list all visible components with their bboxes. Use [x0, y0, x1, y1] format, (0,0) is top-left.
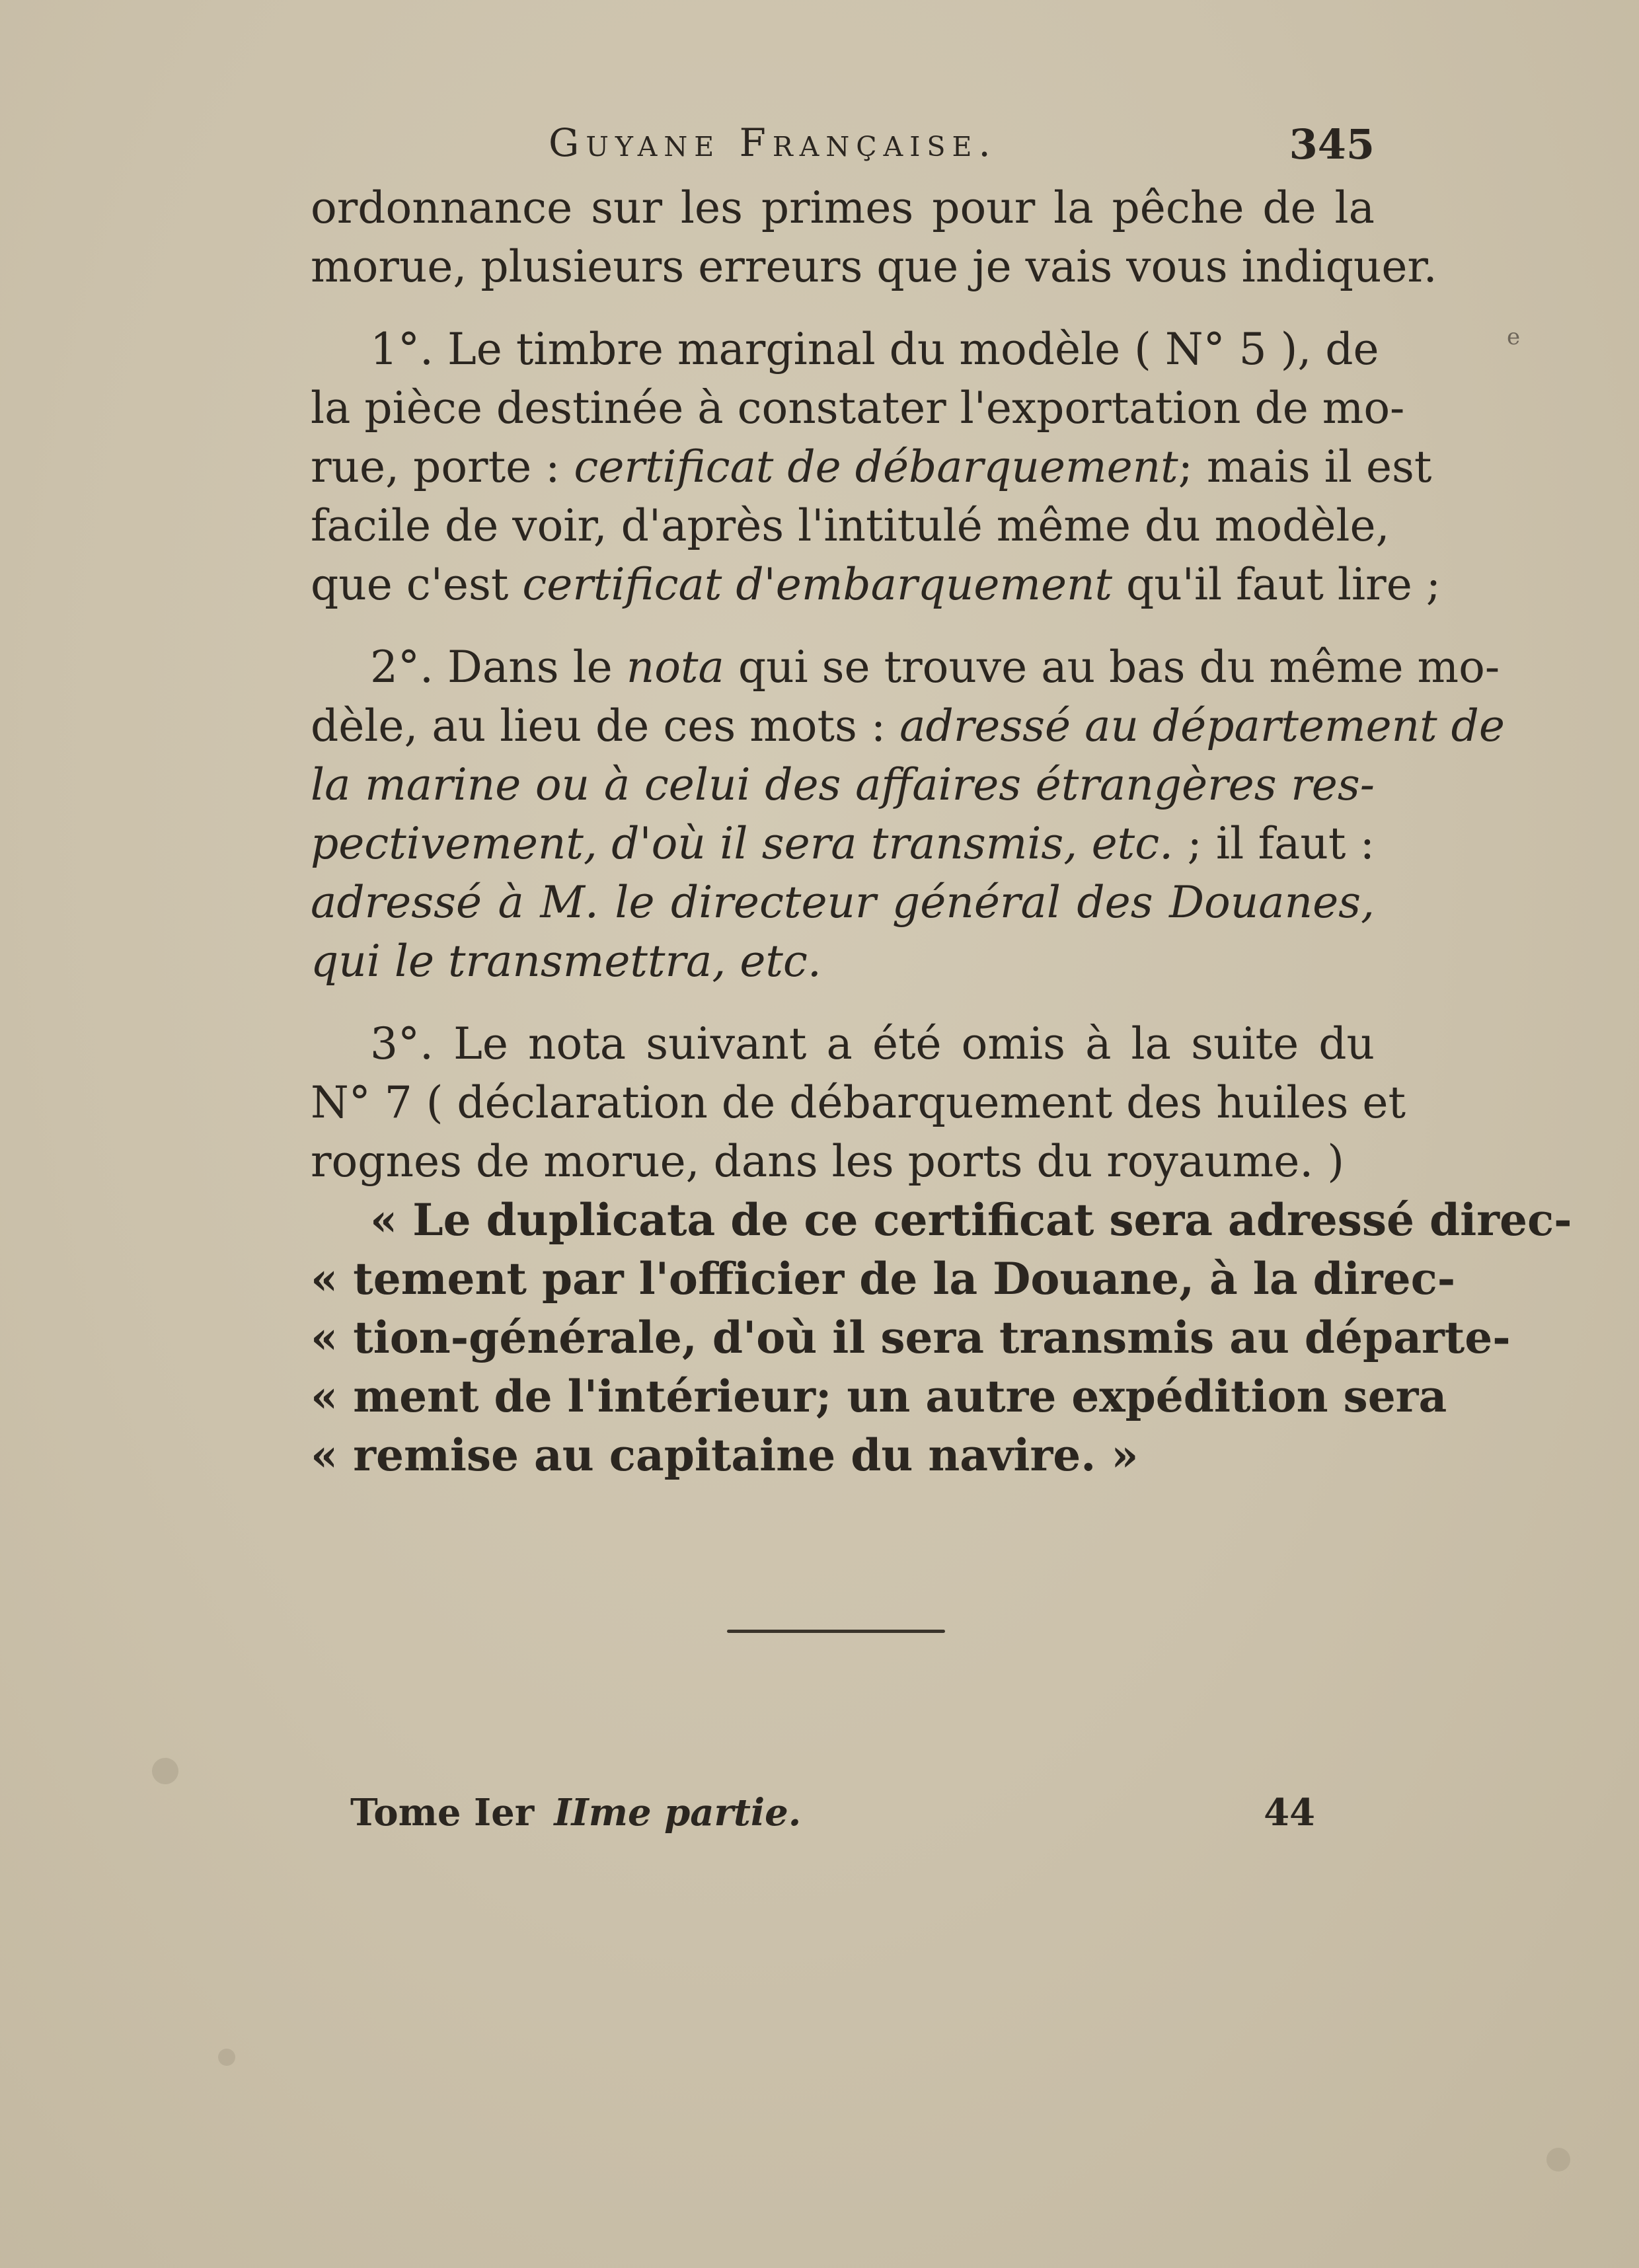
signature-mark	[350, 1791, 801, 1834]
text-line: rognes de morue, dans les ports du royaume. )	[311, 1136, 1345, 1187]
margin-marks: e	[1507, 324, 1521, 350]
text-line: 1°. Le timbre marginal du modèle ( N° 5 ), de	[370, 324, 1379, 375]
text-span: ; mais il est	[1178, 441, 1432, 492]
section-rule	[727, 1630, 945, 1633]
page-number: 345	[1289, 120, 1375, 169]
stain	[152, 1758, 178, 1784]
text-span: 2°. Dans le	[370, 642, 627, 693]
quote-line: « tement par l'officier de la Douane, à la direc-	[311, 1253, 1456, 1304]
quote-line: « remise au capitaine du navire. »	[311, 1429, 1139, 1481]
volume-label: Tome Ier	[350, 1791, 535, 1834]
stain	[1546, 2148, 1570, 2172]
running-header	[311, 120, 1375, 173]
footer	[350, 1791, 1315, 1844]
text-span: rue, porte :	[311, 441, 574, 492]
text-line	[311, 697, 1505, 755]
text-line: facile de voir, d'après l'intitulé même du modèle,	[311, 500, 1390, 551]
text-line	[311, 437, 1432, 496]
quote-line: « tion-générale, d'où il sera transmis au départe-	[311, 1312, 1511, 1363]
text-line: ordonnance sur les primes pour la pêche de la	[311, 182, 1375, 233]
italic-span: adressé à M. le directeur général des Douanes,	[311, 877, 1375, 928]
gathering-number: 44	[1264, 1791, 1315, 1834]
text-line	[311, 932, 1375, 991]
text-span: dèle, au lieu de ces mots :	[311, 700, 900, 751]
running-title: Guyane Française.	[549, 120, 997, 165]
text-line: la pièce destinée à constater l'exportation de mo-	[311, 383, 1405, 434]
italic-span: qui le transmettra, etc.	[311, 936, 821, 987]
italic-span: pectivement, d'où il sera transmis, etc.	[311, 818, 1174, 869]
quote-line: « Le duplicata de ce certificat sera adressé direc-	[370, 1194, 1572, 1246]
text-line: N° 7 ( déclaration de débarquement des huiles et	[311, 1077, 1406, 1128]
italic-span: certificat de débarquement	[574, 441, 1178, 492]
italic-span: la marine ou à celui des affaires étrangères res-	[311, 759, 1375, 810]
text-line	[311, 814, 1375, 873]
italic-span: adressé au département de	[899, 700, 1505, 751]
italic-span: nota	[626, 642, 724, 693]
stain	[218, 2049, 235, 2066]
text-span: ; il faut :	[1173, 818, 1375, 869]
text-line	[311, 755, 1375, 814]
text-span: qui se trouve au bas du même mo-	[724, 642, 1500, 693]
part-label: IIme partie.	[554, 1791, 802, 1834]
quote-line: « ment de l'intérieur; un autre expédition sera	[311, 1371, 1447, 1422]
text-line	[311, 638, 1500, 697]
text-line: morue, plusieurs erreurs que je vais vous indiquer.	[311, 241, 1437, 292]
italic-span: certificat d'embarquement	[522, 559, 1113, 610]
body-text	[311, 178, 1572, 1485]
text-line	[311, 555, 1441, 614]
text-line	[311, 873, 1375, 932]
text-span: que c'est	[311, 559, 523, 610]
text-line: 3°. Le nota suivant a été omis à la suite du	[370, 1018, 1375, 1069]
text-span: qu'il faut lire ;	[1112, 559, 1441, 610]
